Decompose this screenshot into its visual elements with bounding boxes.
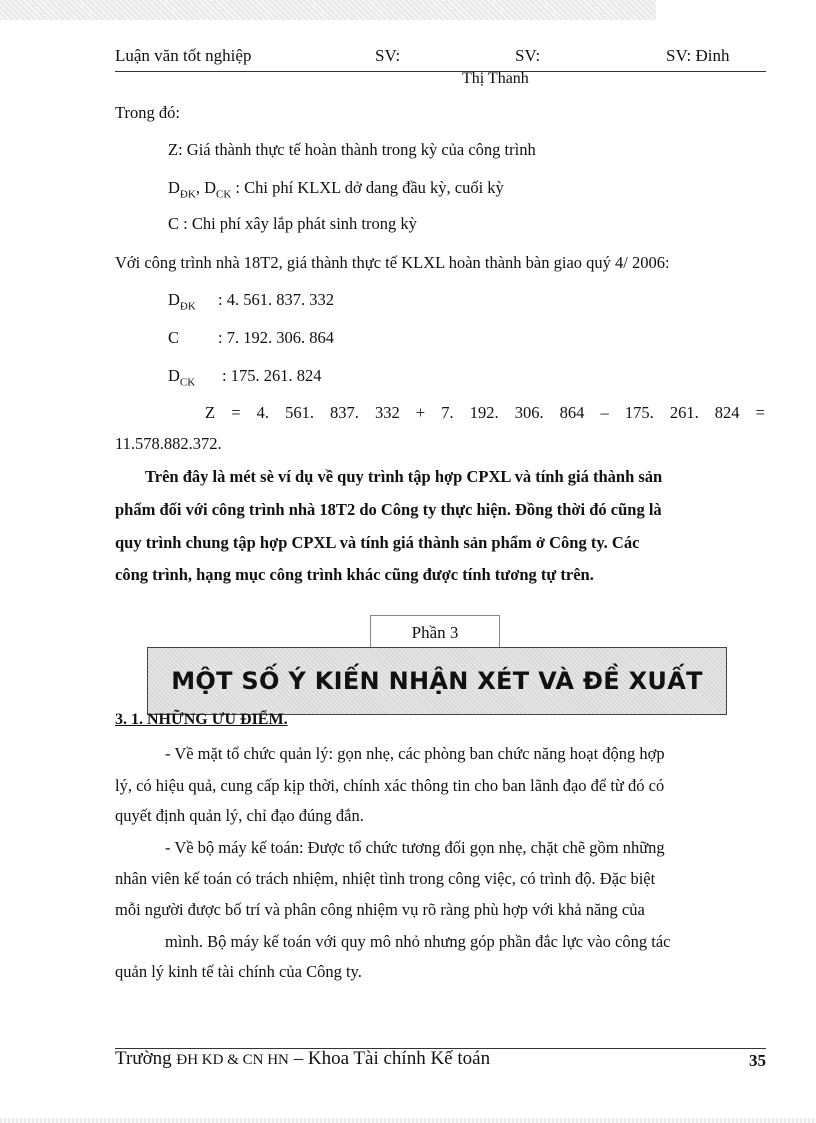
formula-token: + <box>415 403 426 422</box>
subsection-title: 3. 1. NHỮNG ƯU ĐIỂM. <box>115 711 288 728</box>
banner-title: MỘT SỐ Ý KIẾN NHẬN XÉT VÀ ĐỀ XUẤT <box>171 667 703 695</box>
formula-token: 192. <box>469 403 499 422</box>
header-title: Luận văn tốt nghiệp <box>115 46 252 65</box>
header-sv-2: SV: <box>515 46 541 65</box>
para1-line-1: - Về mặt tổ chức quản lý: gọn nhẹ, các phòng ban chức năng hoạt động hợp <box>165 744 665 763</box>
para2-line-2: nhân viên kế toán có trách nhiệm, nhiệt tình trong công việc, có trình độ. Đặc biệt <box>115 869 656 888</box>
header-sv-3-cont: Thị Thanh <box>462 70 529 87</box>
c-value: : 7. 192. 306. 864 <box>218 328 334 347</box>
formula-token: 837. <box>330 403 359 422</box>
dck-value: : 175. 261. 824 <box>222 366 322 385</box>
c-label: C <box>168 328 180 347</box>
formula-token: 864 <box>559 403 585 422</box>
para1-line-3: quyết định quản lý, chỉ đạo đúng đắn. <box>115 806 364 825</box>
trong-do-label: Trong đó: <box>115 103 180 122</box>
para2-line-4: mình. Bộ máy kế toán với quy mô nhỏ nhưng góp phần đắc lực vào công tác <box>165 932 671 951</box>
page-number: 35 <box>749 1051 766 1070</box>
para2-line-5: quản lý kinh tế tài chính của Công ty. <box>115 962 362 981</box>
para2-line-1: - Về bộ máy kế toán: Được tổ chức tương đối gọn nhẹ, chặt chẽ gồm những <box>165 838 665 857</box>
formula-token: 175. <box>624 403 654 422</box>
para2-line-3: mỗi người được bố trí và phân công nhiệm vụ rõ ràng phù hợp với khả năng của <box>115 900 645 919</box>
z-definition: Z: Giá thành thực tế hoàn thành trong kỳ của công trình <box>168 140 536 159</box>
part-label: Phần 3 <box>370 615 500 650</box>
formula-token: 7. <box>441 403 454 422</box>
header-rule <box>115 71 766 72</box>
formula-line <box>205 403 765 423</box>
formula-token: Z <box>205 403 216 422</box>
ddk-value: : 4. 561. 837. 332 <box>218 290 334 309</box>
header-sv-1: SV: <box>375 46 401 65</box>
formula-token: = <box>231 403 241 422</box>
dck-row: $D_{CK}$ <box>168 366 196 389</box>
formula-result: 11.578.882.372. <box>115 434 222 453</box>
summary-line-2: phẩm đối với công trình nhà 18T2 do Công ty thực hiện. Đồng thời đó cũng là <box>115 500 662 519</box>
formula-token: 332 <box>375 403 400 422</box>
formula-token: 4. <box>256 403 269 422</box>
formula-token: 306. <box>514 403 544 422</box>
section-banner <box>147 647 727 715</box>
formula-token: – <box>600 403 609 422</box>
formula-token: 561. <box>285 403 314 422</box>
para1-line-2: lý, có hiệu quả, cung cấp kịp thời, chính xác thông tin cho ban lãnh đạo để từ đó có <box>115 776 665 795</box>
summary-line-3: quy trình chung tập hợp CPXL và tính giá thành sản phẩm ở Công ty. Các <box>115 533 640 552</box>
ddk-row: $D_{ĐK}$ <box>168 290 196 313</box>
bottom-scan-strip <box>0 1118 816 1123</box>
formula-token: 261. <box>669 403 699 422</box>
summary-line-4: công trình, hạng mục công trình khác cũng được tính tương tự trên. <box>115 565 594 584</box>
header-sv-3: SV: Đinh <box>666 46 730 65</box>
d-definition: $D_{ĐK}$, $D_{CK}$ : Chi phí KLXL dở dang đầu kỳ, cuối kỳ <box>168 178 504 201</box>
formula-token: 824 <box>714 403 740 422</box>
top-scan-strip <box>0 0 656 20</box>
c-definition: C : Chi phí xây lắp phát sinh trong kỳ <box>168 214 417 233</box>
project-intro: Với công trình nhà 18T2, giá thành thực tế KLXL hoàn thành bàn giao quý 4/ 2006: <box>115 253 670 272</box>
formula-token: = <box>755 403 765 422</box>
footer-school: Trường ĐH KD & CN HN – Khoa Tài chính Kế toán <box>115 1048 491 1069</box>
summary-line-1: Trên đây là mét sè ví dụ về quy trình tập hợp CPXL và tính giá thành sản <box>145 467 663 486</box>
